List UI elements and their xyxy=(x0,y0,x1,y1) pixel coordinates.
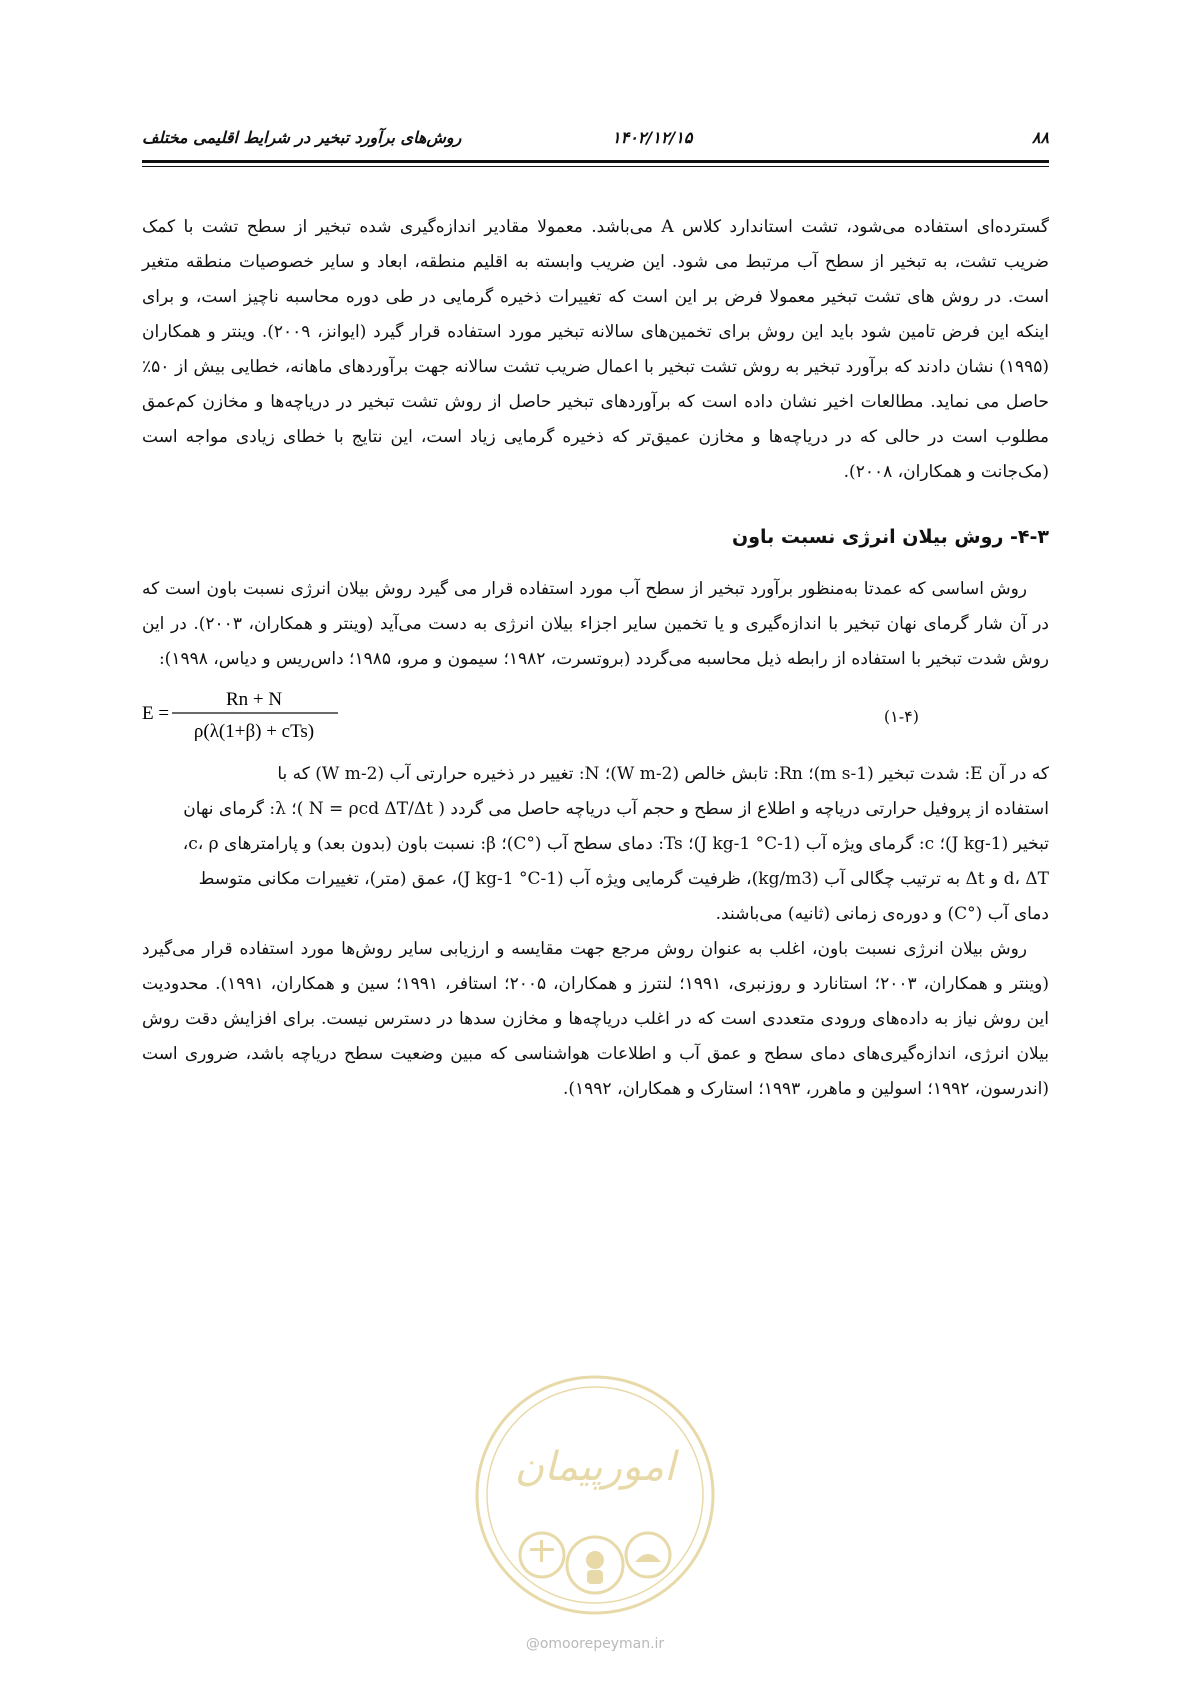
paragraph-bowen-reference: روش بیلان انرژی نسبت باون، اغلب به عنوان روش مرجع جهت مقایسه و ارزیابی سایر روش‌ها مورد استفاده قرار می‌گیرد (وینتر و همکاران، ۲۰۰۳؛ استانارد و روزنبری، ۱۹۹۱؛ لنترز و همکاران، ۲۰۰۵؛ استافر، ۱۹۹۱؛ سین و همکاران، ۱۹۹۱). محدودیت این روش نیاز به داده‌های ورودی متعددی است که در اغلب دریاچه‌ها و مخازن سدها در دسترس نیست. برای افزایش دقت روش بیلان انرژی، اندازه‌گیری‌های دمای سطح و عمق آب و اطلاعات هواشناسی که مبین وضعیت سطح دریاچه باشد، ضروری است (اندرسون، ۱۹۹۲؛ اسولین و ماهرر، ۱۹۹۳؛ استارک و همکاران، ۱۹۹۲). xyxy=(142,939,1050,1099)
seal-logotype: امورپیمان xyxy=(514,1444,676,1490)
paragraph-pan-evaporation: گسترده‌ای استفاده می‌شود، تشت استاندارد کلاس A می‌باشد. معمولا مقادیر اندازه‌گیری شده تبخیر از سطح تشت با کمک ضریب تشت، به تبخیر از سطح آب مرتبط می شود. این ضریب وابسته به اقلیم منطقه، ابعاد و سایر خصوصیات منطقه متغیر است. در روش های تشت تبخیر معمولا فرض بر این است که تغییرات ذخیره گرمایی در طی دوره محاسبه ناچیز است، و برای اینکه این فرض تامین شود باید این روش برای تخمین‌های سالانه تبخیر مورد استفاده قرار گیرد (ایوانز، ۲۰۰۹). وینتر و همکاران (۱۹۹۵) نشان دادند که برآورد تبخیر به روش تشت تبخیر با اعمال ضریب تشت سالانه جهت برآوردهای ماهانه، خطایی بیش از ۵۰٪ حاصل می نماید. مطالعات اخیر نشان داده است که برآوردهای تبخیر حاصل از روش تشت تبخیر در دریاچه‌ها و مخازن کم‌عمق مطلوب است در حالی که در دریاچه‌ها و مخازن عمیق‌تر که ذخیره گرمایی زیاد است، این نتایج با خطای زیادی مواجه است (مک‌جانت و همکاران، ۲۰۰۸). xyxy=(142,217,1049,482)
equation-1-4 xyxy=(142,681,1049,751)
page-number: ۸۸ xyxy=(1031,128,1049,147)
running-title: روش‌های برآورد تبخیر در شرایط اقلیمی مختلف xyxy=(142,128,462,147)
equation-numerator: Rn + N xyxy=(225,689,283,710)
equation-denominator: ρ(λ(1+β) + cTs) xyxy=(193,721,315,742)
paragraph-bowen-intro: روش اساسی که عمدتا به‌منظور برآورد تبخیر از سطح آب مورد استفاده قرار می گیرد روش بیلان انرژی نسبت باون است که در آن شار گرمای نهان تبخیر با اندازه‌گیری و یا تخمین سایر اجزاء بیلان انرژی به دست می‌آید (وینتر و همکاران، ۲۰۰۳). در این روش شدت تبخیر با استفاده از رابطه ذیل محاسبه می‌گردد (بروتسرت، ۱۹۸۲؛ سیمون و مرو، ۱۹۸۵؛ داس‌ریس و دیاس، ۱۹۹۸): xyxy=(142,579,1049,669)
variable-definitions-line-4: d، ΔT و Δt به ترتیب چگالی آب (kg/m3)، ظرفیت گرمایی ویژه آب (J kg-1 °C-1)، عمق (متر)، تغییرات مکانی متوسط xyxy=(198,869,1049,889)
section-heading: ۴-۳- روش بیلان انرژی نسبت باون xyxy=(731,526,1049,548)
evaporation-equation xyxy=(142,681,402,751)
running-header xyxy=(142,128,1049,158)
page-body xyxy=(142,210,1049,1107)
variable-definitions-line-5: دمای آب (°C) و دوره‌ی زمانی (ثانیه) می‌باشند. xyxy=(715,904,1049,924)
header-rule-thin xyxy=(142,166,1049,167)
header-rule xyxy=(142,160,1049,163)
variable-definitions-line-1: که در آن E: شدت تبخیر (m s-1)؛ Rn: تابش خالص (W m-2)؛ N: تغییر در ذخیره حرارتی آب (W m-2) که با xyxy=(277,764,1049,784)
variable-definitions-line-3: تبخیر (J kg-1)؛ c: گرمای ویژه آب (J kg-1 °C-1)؛ Ts: دمای سطح آب (°C)؛ β: نسبت باون (بدون بعد) و پارامترهای c، ρ، xyxy=(182,834,1049,854)
equation-number: (۱-۴) xyxy=(883,707,919,726)
watermark-url: @omoorepeyman.ir xyxy=(525,1636,665,1652)
variable-definitions-line-2: استفاده از پروفیل حرارتی دریاچه و اطلاع از سطح و حجم آب دریاچه حاصل می گردد ( N = ρcd ΔT/Δt )؛ λ: گرمای نهان xyxy=(183,799,1049,819)
header-date: ۱۴۰۲/۱۲/۱۵ xyxy=(612,128,693,147)
watermark-seal xyxy=(470,1370,720,1620)
equation-lhs: E = xyxy=(142,703,170,724)
